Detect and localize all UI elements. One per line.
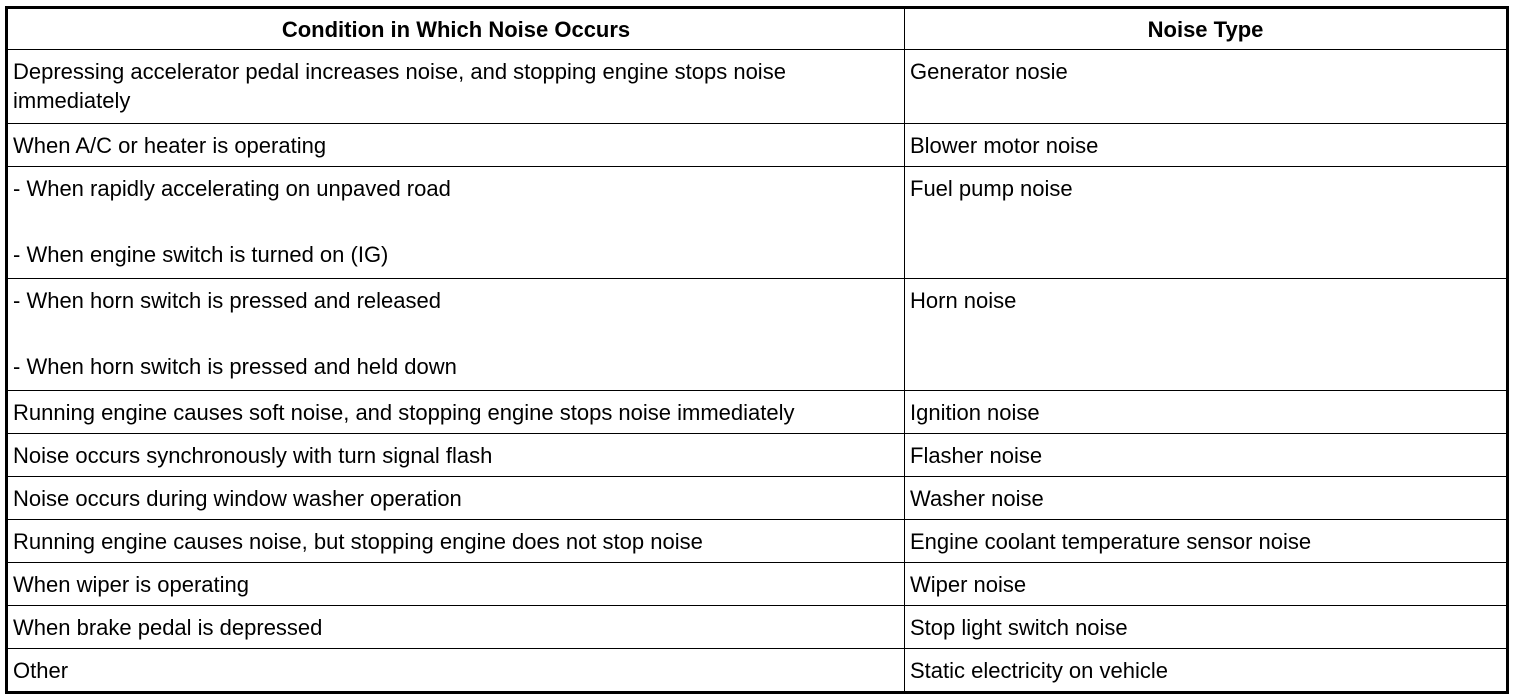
condition-cell [7, 279, 905, 391]
condition-cell [7, 606, 905, 649]
noise-type-cell: Horn noise [905, 279, 1508, 391]
noise-type-cell: Flasher noise [905, 434, 1508, 477]
table-row [7, 477, 1508, 520]
noise-type-cell: Engine coolant temperature sensor noise [905, 520, 1508, 563]
table-header-row [7, 8, 1508, 50]
header-condition: Condition in Which Noise Occurs [7, 8, 905, 50]
table-row [7, 520, 1508, 563]
table-row [7, 434, 1508, 477]
condition-text: Running engine causes noise, but stopping engine does not stop noise [13, 529, 703, 554]
condition-text: - When rapidly accelerating on unpaved road [13, 176, 451, 201]
condition-cell [7, 167, 905, 279]
condition-text: - When horn switch is pressed and released [13, 288, 441, 313]
condition-text: When A/C or heater is operating [13, 133, 327, 158]
condition-text: Running engine causes soft noise, and stopping engine stops noise immediately [13, 400, 795, 425]
condition-text: When brake pedal is depressed [13, 615, 323, 640]
table-row [7, 279, 1508, 391]
condition-text: Noise occurs synchronously with turn signal flash [13, 443, 493, 468]
condition-cell [7, 563, 905, 606]
condition-cell [7, 649, 905, 693]
noise-type-cell: Static electricity on vehicle [905, 649, 1508, 693]
condition-cell [7, 391, 905, 434]
condition-text: - When horn switch is pressed and held down [13, 354, 457, 379]
table-row [7, 606, 1508, 649]
table-row [7, 649, 1508, 693]
noise-type-cell: Stop light switch noise [905, 606, 1508, 649]
noise-type-cell: Wiper noise [905, 563, 1508, 606]
header-noise-type: Noise Type [905, 8, 1508, 50]
table-row [7, 50, 1508, 124]
noise-type-cell: Ignition noise [905, 391, 1508, 434]
condition-text: immediately [13, 88, 131, 113]
condition-cell [7, 434, 905, 477]
condition-text: Depressing accelerator pedal increases noise, and stopping engine stops noise [13, 59, 786, 84]
table-row [7, 124, 1508, 167]
condition-cell [7, 50, 905, 124]
noise-diagnosis-table [5, 6, 1509, 694]
noise-type-cell: Fuel pump noise [905, 167, 1508, 279]
table-row [7, 563, 1508, 606]
condition-text: Other [13, 658, 69, 683]
noise-type-cell: Blower motor noise [905, 124, 1508, 167]
noise-type-cell: Generator nosie [905, 50, 1508, 124]
noise-type-cell: Washer noise [905, 477, 1508, 520]
condition-cell [7, 124, 905, 167]
condition-text: - When engine switch is turned on (IG) [13, 242, 389, 267]
condition-text: When wiper is operating [13, 572, 250, 597]
condition-cell [7, 520, 905, 563]
table-row [7, 391, 1508, 434]
condition-cell [7, 477, 905, 520]
table-row [7, 167, 1508, 279]
condition-text: Noise occurs during window washer operation [13, 486, 462, 511]
